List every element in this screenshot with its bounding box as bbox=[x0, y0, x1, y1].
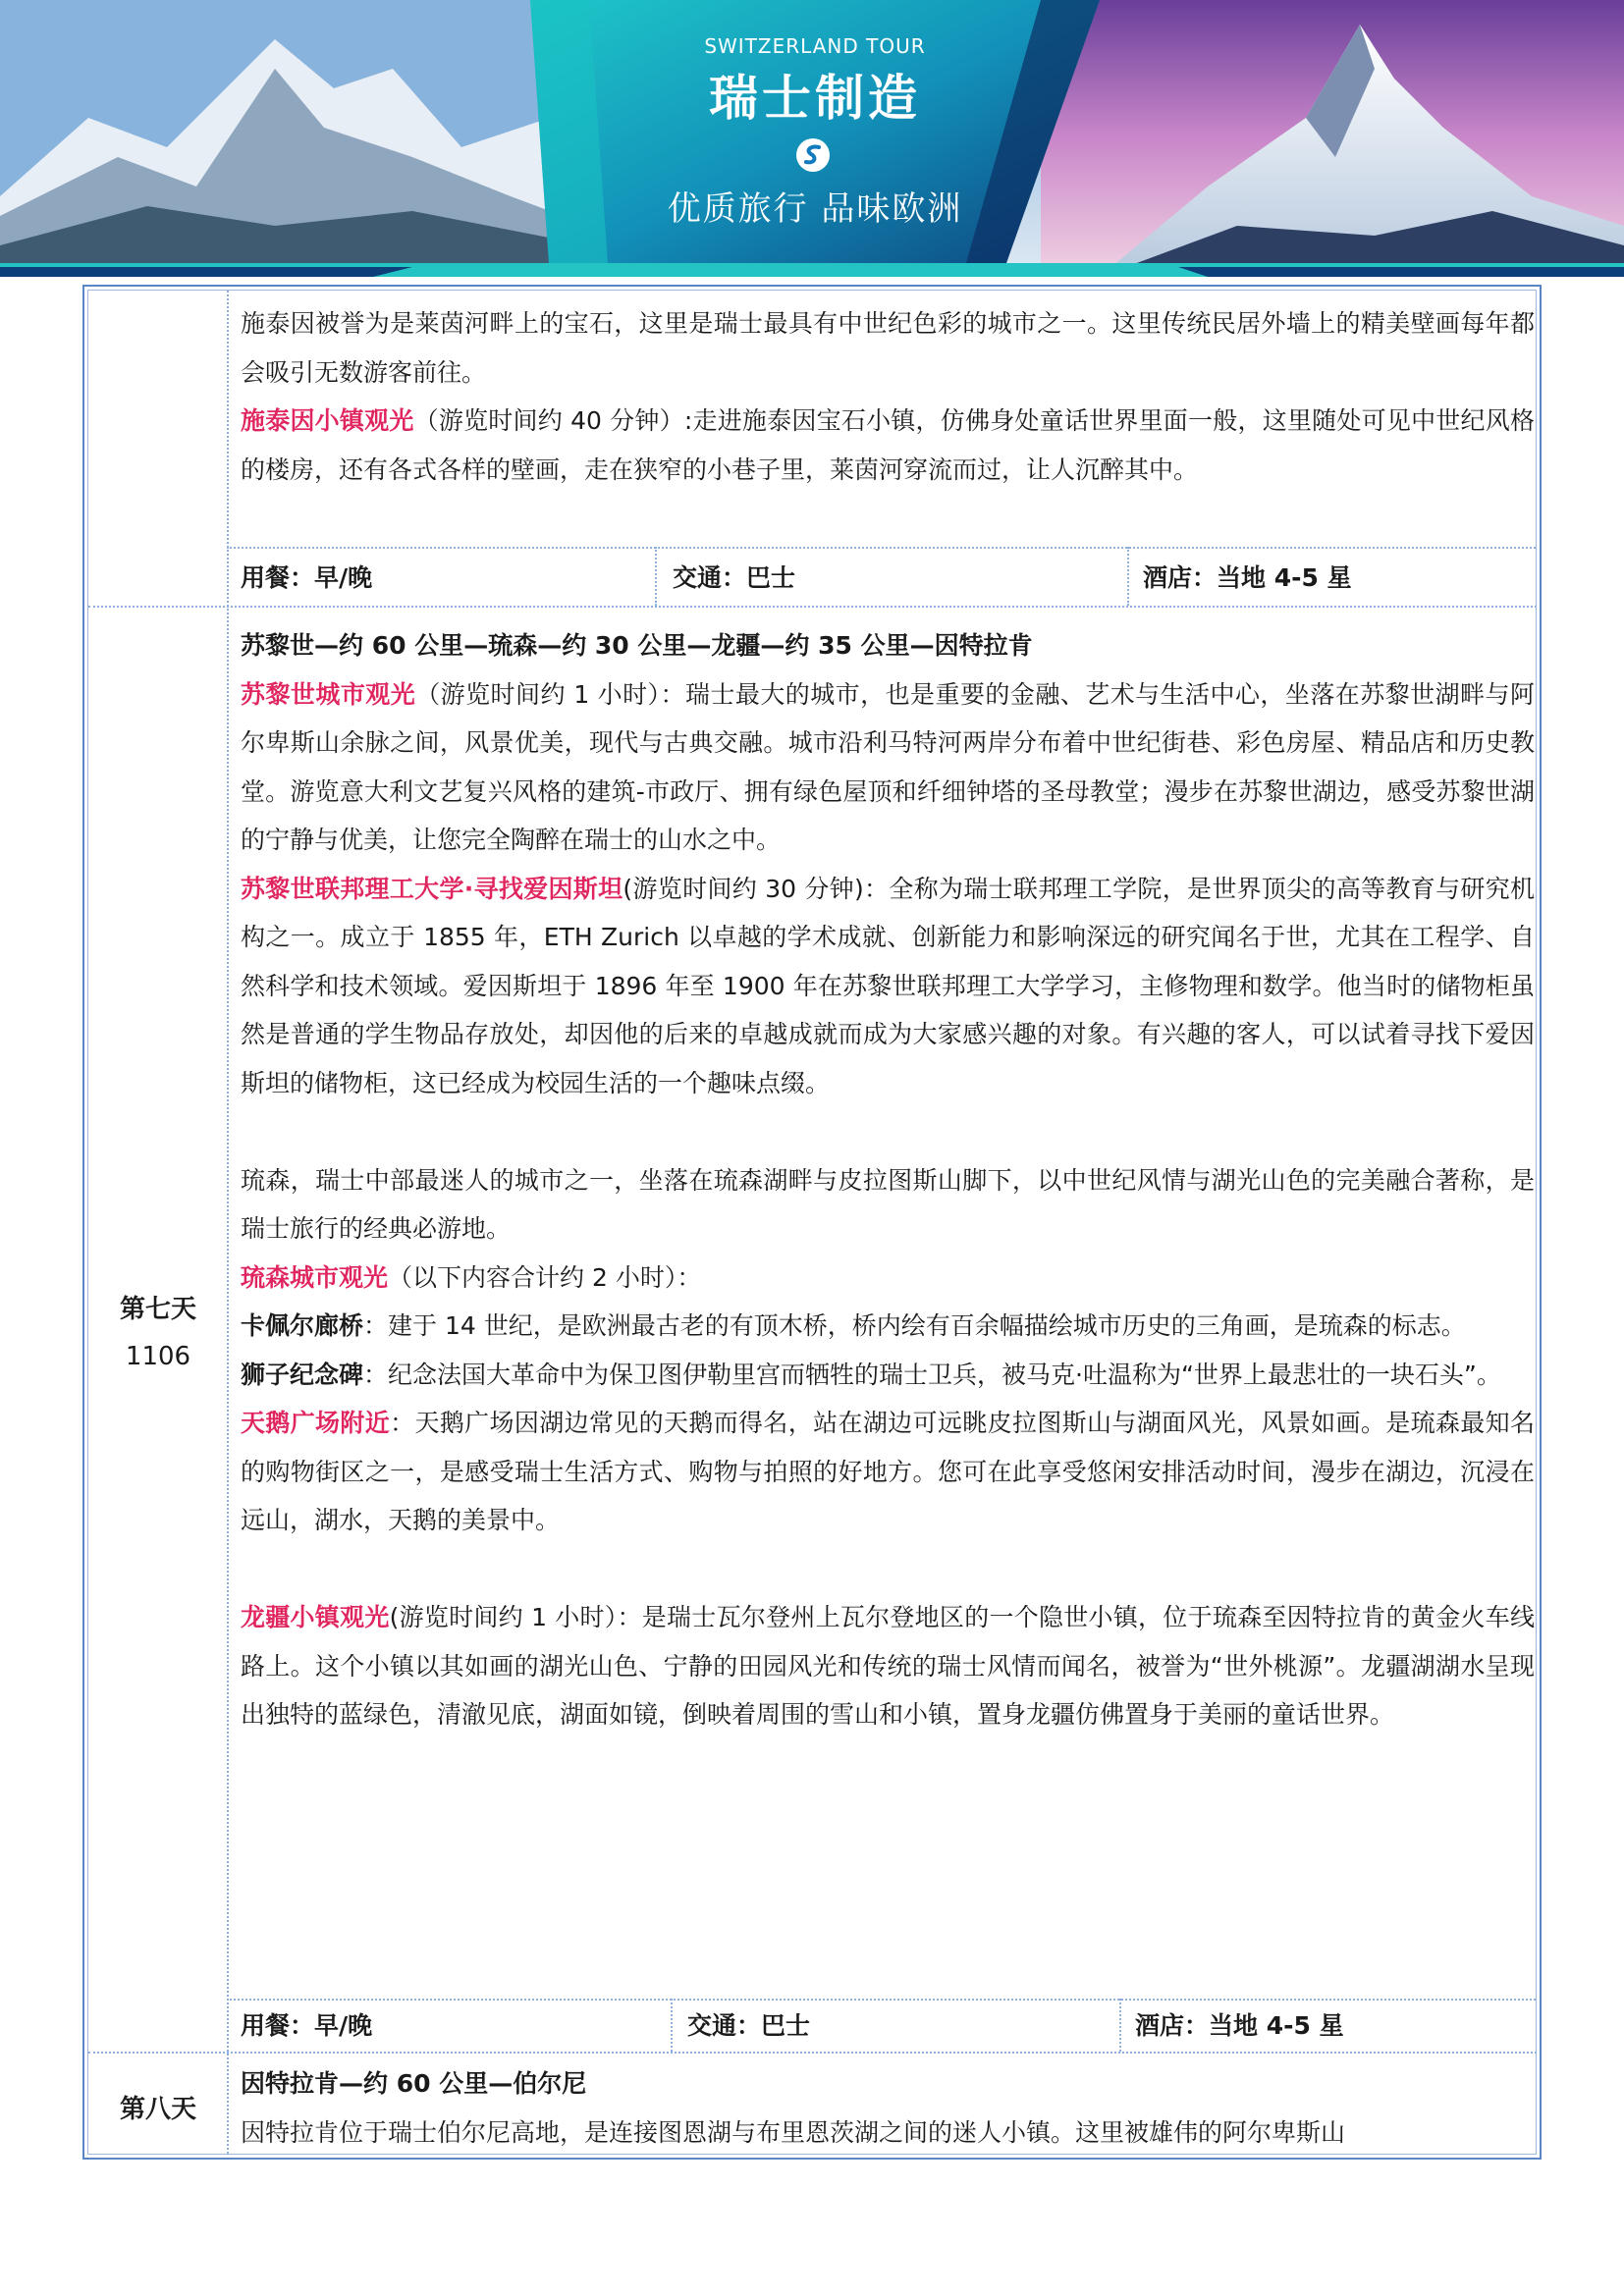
bridge-title: 卡佩尔廊桥 bbox=[241, 1311, 364, 1340]
day-column-divider bbox=[227, 291, 229, 2154]
spacer bbox=[241, 1107, 1535, 1156]
zurich-title: 苏黎世城市观光 bbox=[241, 679, 416, 709]
day7-meals: 用餐：早/晚 bbox=[241, 2011, 373, 2040]
day8-label bbox=[90, 2086, 226, 2133]
stein-title: 施泰因小镇观光 bbox=[241, 406, 414, 435]
lion-paragraph bbox=[241, 1351, 1535, 1400]
eth-paragraph bbox=[241, 865, 1535, 1108]
day8-title: 第八天 bbox=[119, 2095, 196, 2124]
day8-content bbox=[241, 2059, 1535, 2157]
lion-text: ：纪念法国大革命中为保卫图伊勒里宫而牺牲的瑞士卫兵，被马克·吐温称为“世界上最悲壮的一块石头”。 bbox=[363, 1360, 1501, 1389]
zurich-paragraph bbox=[241, 670, 1535, 865]
banner-chinese-title: 瑞士制造 bbox=[709, 70, 921, 127]
bridge-paragraph bbox=[241, 1302, 1535, 1351]
eth-text: (游览时间约 30 分钟)：全称为瑞士联邦理工学院，是世界顶尖的高等教育与研究机构之一。成立于 1855 年，ETH Zurich 以卓越的学术成就、创新能力和影响深远的研究闻名于世，尤其在工程学、自然科学和技术领域。爱因斯坦于 1896 年至 1900 年在苏黎世联邦理工大学学习，主修物理和数学。他当时的储物柜虽然是普通的学生物品存放处，却因他的后来的卓越成就而成为大家感兴趣的对象。有兴趣的客人，可以试着寻找下爱因斯坦的储物柜，这已经成为校园生活的一个趣味点缀。 bbox=[241, 874, 1536, 1097]
meal-cell-divider bbox=[1127, 547, 1129, 606]
day8-route: 因特拉肯—约 60 公里—伯尔尼 bbox=[241, 2069, 587, 2098]
stein-intro: 施泰因被誉为是莱茵河畔上的宝石，这里是瑞士最具有中世纪色彩的城市之一。这里传统民居外墙上的精美壁画每年都会吸引无数游客前往。 bbox=[241, 309, 1535, 387]
s-emblem-icon bbox=[795, 137, 831, 173]
lucerne-paragraph bbox=[241, 1254, 1535, 1303]
day6-content bbox=[241, 299, 1535, 494]
day7-content bbox=[241, 621, 1535, 1739]
day7-transport: 交通：巴士 bbox=[687, 2011, 811, 2040]
meal-row-top-border bbox=[227, 547, 1536, 549]
stein-paragraph bbox=[241, 397, 1535, 494]
eth-title: 苏黎世联邦理工大学·寻找爱因斯坦 bbox=[241, 874, 623, 903]
lungern-title: 龙疆小镇观光 bbox=[241, 1603, 390, 1631]
day7-title: 第七天 bbox=[119, 1295, 196, 1324]
zurich-text: （游览时间约 1 小时）：瑞士最大的城市，也是重要的金融、艺术与生活中心，坐落在苏黎世湖畔与阿尔卑斯山余脉之间，风景优美，现代与古典交融。城市沿利马特河两岸分布着中世纪街巷、彩色房屋、精品店和历史教堂。游览意大利文艺复兴风格的建筑-市政厅、拥有绿色屋顶和纤细钟塔的圣母教堂；漫步在苏黎世湖边，感受苏黎世湖的宁静与优美，让您完全陶醉在瑞士的山水之中。 bbox=[241, 679, 1535, 854]
swan-text: ：天鹅广场因湖边常见的天鹅而得名，站在湖边可远眺皮拉图斯山与湖面风光，风景如画。是琉森最知名的购物街区之一，是感受瑞士生活方式、购物与拍照的好地方。您可在此享受悠闲安排活动时间，漫步在湖边，沉浸在远山，湖水，天鹅的美景中。 bbox=[241, 1409, 1535, 1534]
row-divider bbox=[88, 606, 1537, 608]
meal-cell-divider bbox=[1119, 1999, 1121, 2052]
lungern-text: (游览时间约 1 小时）：是瑞士瓦尔登州上瓦尔登地区的一个隐世小镇，位于琉森至因特拉肯的黄金火车线路上。这个小镇以其如画的湖光山色、宁静的田园风光和传统的瑞士风情而闻名，被誉为“世外桃源”。龙疆湖湖水呈现出独特的蓝绿色，清澈见底，湖面如镜，倒映着周围的雪山和小镇，置身龙疆仿佛置身于美丽的童话世界。 bbox=[241, 1603, 1535, 1729]
banner-english-title: SWITZERLAND TOUR bbox=[704, 34, 926, 58]
lion-title: 狮子纪念碑 bbox=[241, 1360, 364, 1389]
bridge-text: ：建于 14 世纪，是欧洲最古老的有顶木桥，桥内绘有百余幅描绘城市历史的三角画，是琉森的标志。 bbox=[363, 1311, 1466, 1340]
day7-code: 1106 bbox=[125, 1342, 191, 1371]
swan-paragraph bbox=[241, 1399, 1535, 1545]
spacer bbox=[241, 1545, 1535, 1594]
day6-hotel: 酒店：当地 4-5 星 bbox=[1143, 563, 1352, 592]
day7-route: 苏黎世—约 60 公里—琉森—约 30 公里—龙疆—约 35 公里—因特拉肯 bbox=[241, 631, 1033, 660]
row-divider bbox=[88, 2052, 1537, 2054]
header-banner bbox=[0, 0, 1624, 277]
day7-label bbox=[90, 1286, 226, 1380]
meal-cell-divider bbox=[671, 1999, 673, 2052]
lucerne-title: 琉森城市观光 bbox=[241, 1262, 389, 1292]
day7-hotel: 酒店：当地 4-5 星 bbox=[1135, 2011, 1344, 2040]
day6-meals: 用餐：早/晚 bbox=[241, 563, 373, 592]
banner-slogan: 优质旅行 品味欧洲 bbox=[667, 189, 963, 229]
swan-title: 天鹅广场附近 bbox=[241, 1409, 391, 1437]
stein-text: （游览时间约 40 分钟）:走进施泰因宝石小镇，仿佛身处童话世界里面一般，这里随处可见中世纪风格的楼房，还有各式各样的壁画，走在狭窄的小巷子里，莱茵河穿流而过，让人沉醉其中。 bbox=[241, 406, 1535, 484]
lucerne-intro: 琉森，瑞士中部最迷人的城市之一，坐落在琉森湖畔与皮拉图斯山脚下，以中世纪风情与湖光山色的完美融合著称，是瑞士旅行的经典必游地。 bbox=[241, 1165, 1535, 1243]
lungern-paragraph bbox=[241, 1593, 1535, 1739]
lucerne-text: （以下内容合计约 2 小时）： bbox=[388, 1262, 702, 1292]
interlaken-intro: 因特拉肯位于瑞士伯尔尼高地，是连接图恩湖与布里恩茨湖之间的迷人小镇。这里被雄伟的阿尔卑斯山 bbox=[241, 2117, 1346, 2147]
day6-transport: 交通：巴士 bbox=[673, 563, 796, 592]
meal-row-top-border bbox=[227, 1999, 1536, 2001]
meal-cell-divider bbox=[655, 547, 657, 606]
